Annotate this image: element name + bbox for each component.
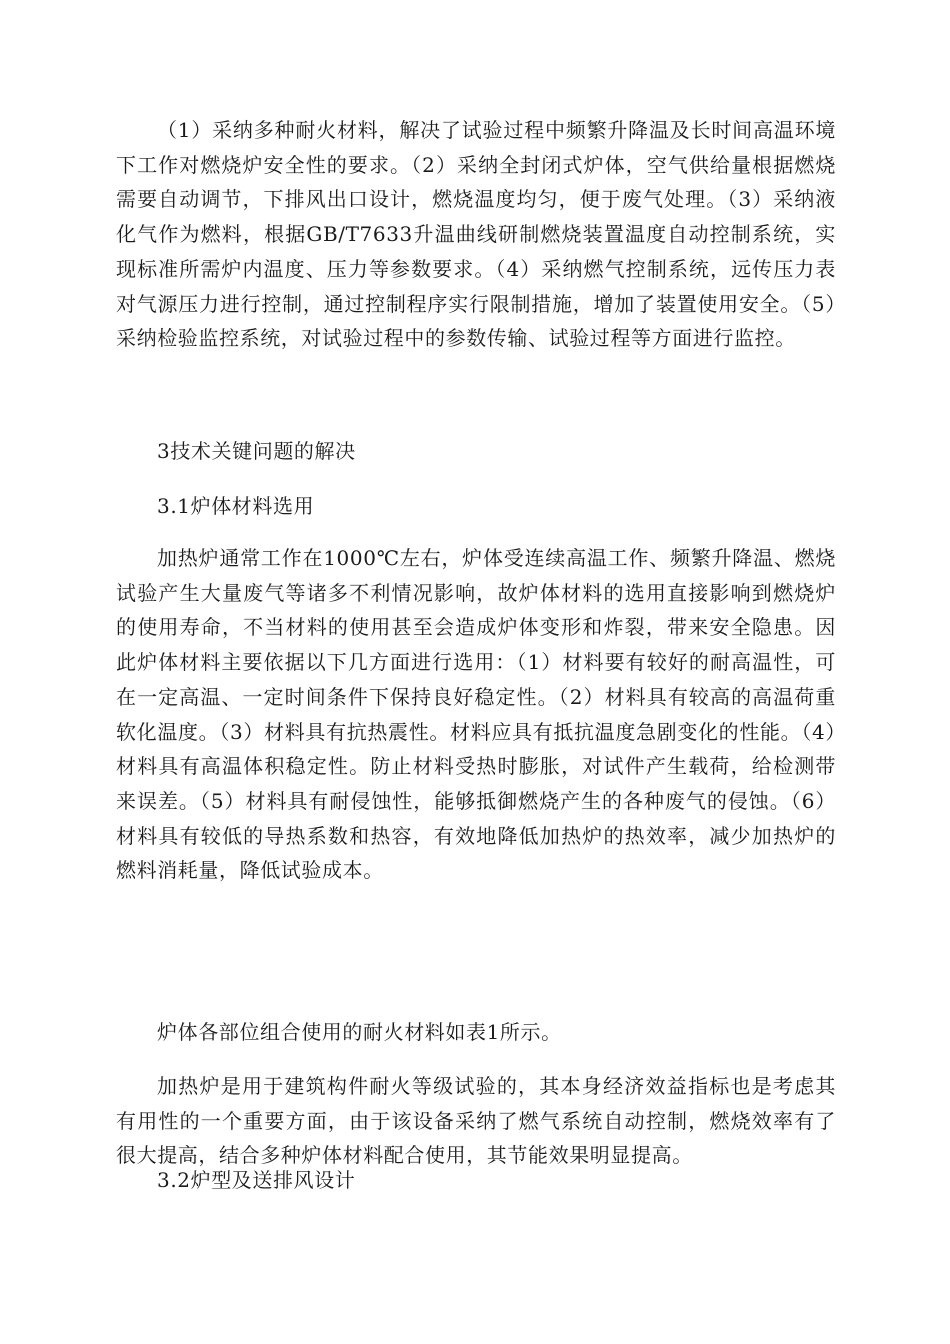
paragraph-table-reference: 炉体各部位组合使用的耐火材料如表1所示。	[157, 1020, 562, 1044]
section-heading-3-2: 3.2炉型及送排风设计	[157, 1168, 356, 1192]
paragraph-efficiency: 加热炉是用于建筑构件耐火等级试验的，其本身经济效益指标也是考虑其有用性的一个重要方面，由于该设备采纳了燃气系统自动控制，燃烧效率有了很大提高，结合多种炉体材料配合使用，其节能效果明显提高。	[116, 1074, 836, 1168]
paragraph-materials: 加热炉通常工作在1000℃左右，炉体受连续高温工作、频繁升降温、燃烧试验产生大量废气等诸多不利情况影响，故炉体材料的选用直接影响到燃烧炉的使用寿命，不当材料的使用甚至会造成炉体变形和炸裂，带来安全隐患。因此炉体材料主要依据以下几方面进行选用：（1）材料要有较好的耐高温性，可在一定高温、一定时间条件下保持良好稳定性。（2）材料具有较高的高温荷重软化温度。（3）材料具有抗热震性。材料应具有抵抗温度急剧变化的性能。（4）材料具有高温体积稳定性。防止材料受热时膨胀，对试件产生载荷，给检测带来误差。（5）材料具有耐侵蚀性，能够抵御燃烧产生的各种废气的侵蚀。（6）材料具有较低的导热系数和热容，有效地降低加热炉的热效率，减少加热炉的燃料消耗量，降低试验成本。	[116, 546, 836, 883]
paragraph-intro: （1）采纳多种耐火材料，解决了试验过程中频繁升降温及长时间高温环境下工作对燃烧炉安全性的要求。（2）采纳全封闭式炉体，空气供给量根据燃烧需要自动调节，下排风出口设计，燃烧温度均匀，便于废气处理。（3）采纳液化气作为燃料，根据GB/T7633升温曲线研制燃烧装置温度自动控制系统，实现标准所需炉内温度、压力等参数要求。（4）采纳燃气控制系统，远传压力表对气源压力进行控制，通过控制程序实行限制措施，增加了装置使用安全。（5）采纳检验监控系统，对试验过程中的参数传输、试验过程等方面进行监控。	[116, 118, 836, 351]
section-heading-3-1: 3.1炉体材料选用	[157, 494, 315, 518]
section-heading-3: 3技术关键问题的解决	[157, 439, 356, 463]
